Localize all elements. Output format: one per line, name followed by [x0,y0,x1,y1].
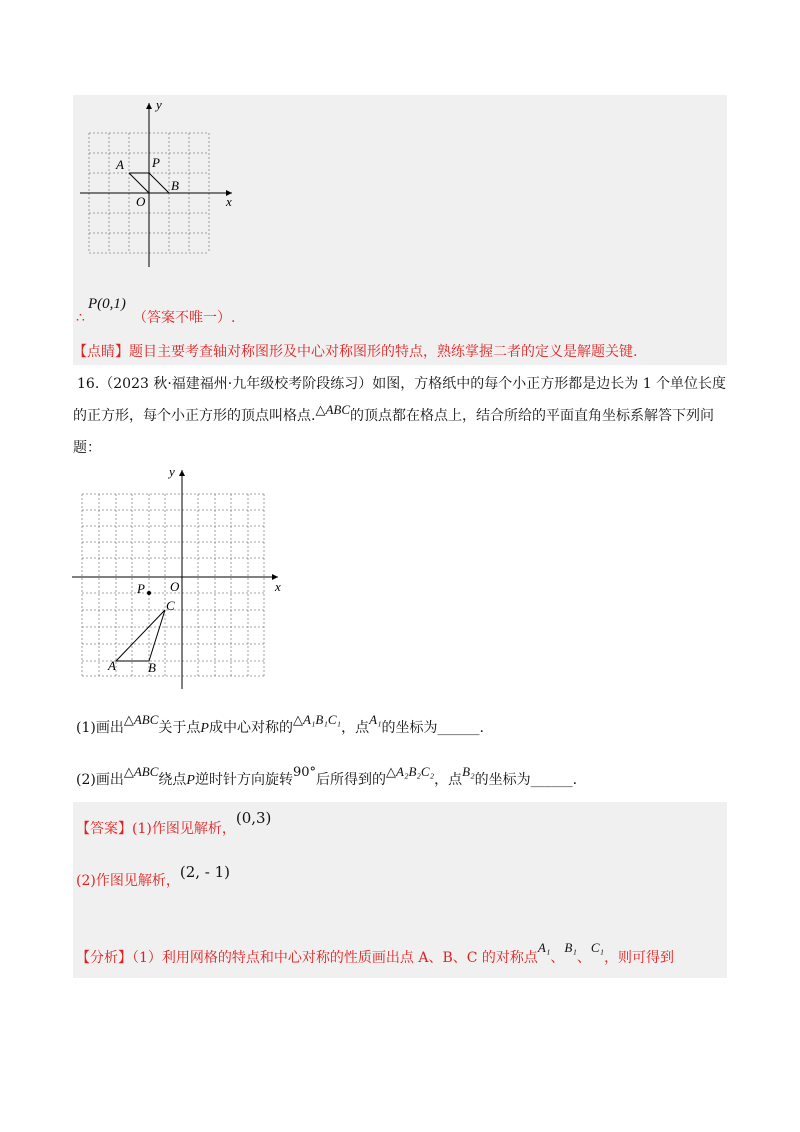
question-source-text: （2023 秋·福建福州·九年级校考阶段练习）如图，方格纸中的每个小正方形都是边长为 1 个单位长度 [99,376,727,392]
sub2-text-e: ，点 [434,772,463,788]
question-text-2a: 的正方形，每个小正方形的顶点叫格点. [73,408,316,424]
sub2-angle: 90° [292,765,317,780]
review-text: 题目主要考查轴对称图形及中心对称图形的特点，熟练掌握二者的定义是解题关键. [129,344,638,360]
therefore-symbol: ∴ [76,310,85,326]
analysis-point-a1: A₁ [537,940,551,955]
question-triangle-abc: △ABC [315,402,351,417]
figure2-label-a: A [108,658,116,673]
analysis-sep-1: 、 [550,950,565,966]
sub2-text-a: (2)画出 [76,772,124,788]
top-label-b: B [171,178,179,193]
top-label-p: P [152,155,160,170]
sub1-text-b: 关于点 [158,720,201,736]
figure2-y-arrow [179,470,185,476]
sub1-point-p: P [200,721,209,736]
top-segment-ao [129,173,149,193]
top-coordinate-figure [80,95,250,275]
answer-part-1: (1)作图见解析， [132,821,236,837]
sub2-text-c: 逆时针方向旋转 [194,772,293,788]
analysis-sep-2: 、 [576,950,591,966]
question-number: 16. [77,376,100,392]
figure2-label-p: P [137,581,145,596]
question-line-3 [73,438,101,458]
point-p [147,591,151,595]
sub-question-2 [76,764,578,791]
top-label-y: y [156,97,162,112]
sub2-triangle-a2b2c2: △A₂B₂C₂ [386,764,435,779]
sub1-text-e: 的坐标为______. [381,720,484,736]
sub2-text-d: 后所得到的 [316,772,387,788]
question-text-3: 题： [73,440,101,456]
answer-value-2: (2, - 1) [179,863,231,881]
triangle-abc [116,610,165,661]
sub1-triangle-abc: △ABC [123,712,159,727]
sub2-point-p: P [186,773,195,788]
figure2-label-x: x [275,579,281,594]
answer-part-2: (2)作图见解析， [76,873,180,889]
sub1-text-a: (1)画出 [76,720,124,736]
grid-coordinate-figure [68,460,288,692]
analysis-point-b1: B₁ [564,940,577,955]
sub-question-1 [76,712,484,739]
analysis-point-c1: C₁ [590,940,605,955]
sub1-text-c: 成中心对称的 [208,720,293,736]
analysis-tail: ，则可得到 [604,950,675,966]
analysis-tag: 【分析】 [76,950,132,966]
sub1-point-a1: A₁ [369,712,382,727]
answer-line-2 [76,863,231,891]
p-result-note: （答案不唯一）. [133,310,236,326]
analysis-text: （1）利用网格的特点和中心对称的性质画出点 A、B、C 的对称点 [132,950,538,966]
top-label-a: A [116,157,124,172]
figure2-label-y: y [169,464,175,479]
top-label-x: x [226,194,232,209]
answer-tag: 【答案】 [76,821,132,837]
p-result-expr: P(0,1) [88,296,126,312]
sub2-triangle-abc: △ABC [123,764,159,779]
sub2-text-b: 绕点 [158,772,187,788]
top-y-arrow [146,103,152,109]
sub2-text-f: 的坐标为______. [474,772,578,788]
answer-line-1 [76,809,272,839]
figure2-label-c: C [166,598,175,613]
sub1-text-d: ，点 [341,720,370,736]
question-line-2 [73,402,715,426]
question-line-1 [77,374,726,394]
top-label-o: O [136,194,146,209]
question-text-2b: 的顶点都在格点上，结合所给的平面直角坐标系解答下列问 [350,408,715,424]
answer-value-1: (0,3) [235,809,272,827]
review-line [73,342,637,362]
analysis-line [76,940,675,968]
figure2-label-o: O [170,579,180,594]
review-tag: 【点睛】 [73,344,129,360]
figure2-label-b: B [148,660,156,675]
sub2-point-b2: B₂ [462,764,475,779]
sub1-triangle-a1b1c1: △A₁B₁C₁ [292,712,342,727]
